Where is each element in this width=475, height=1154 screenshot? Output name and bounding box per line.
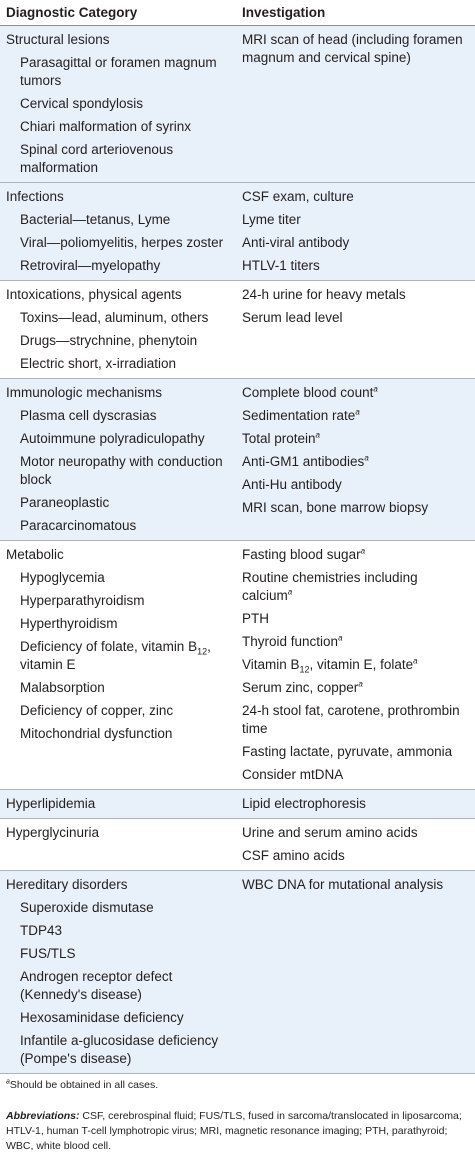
subcategory-item-text: Cervical spondylosis (20, 95, 144, 111)
subcategory-item (6, 1006, 229, 1029)
investigation-item (242, 873, 471, 896)
footnote (6, 1078, 469, 1093)
investigation-item-text: 24-h urine for heavy metals (242, 286, 406, 302)
investigation-item (242, 740, 471, 763)
investigation-item (242, 473, 471, 496)
subcategory-item-text: Plasma cell dyscrasias (20, 407, 157, 423)
subcategory-item (6, 896, 229, 919)
investigation-item (242, 254, 471, 277)
subcategory-item-text: Hyperparathyroidism (20, 592, 145, 608)
category-heading-text: Intoxications, physical agents (6, 286, 182, 302)
category-heading (6, 381, 229, 404)
investigation-cell (229, 26, 475, 182)
subcategory-item-text: Paracarcinomatous (20, 517, 137, 533)
subcategory-item (6, 722, 229, 745)
investigation-item (242, 792, 471, 815)
category-heading-text: Structural lesions (6, 31, 110, 47)
investigation-item-text: Anti-Hu antibody (242, 476, 342, 492)
investigation-item-text: CSF exam, culture (242, 188, 354, 204)
category-heading (6, 185, 229, 208)
investigation-item-text: MRI scan, bone marrow biopsy (242, 499, 429, 515)
footnote-marker: a (360, 546, 366, 555)
investigation-cell (229, 871, 475, 1073)
table-header-row (0, 0, 475, 26)
subcategory-item (6, 306, 229, 329)
investigation-item-text: PTH (242, 610, 269, 626)
investigation-item (242, 381, 471, 404)
subcategory-item (6, 699, 229, 722)
subcategory-item-text: Bacterial—tetanus, Lyme (20, 211, 171, 227)
subcategory-item (6, 404, 229, 427)
investigation-item-text: Routine chemistries including calcium (242, 569, 418, 603)
investigation-item-text: MRI scan of head (including foramen magnum and cervical spine) (242, 31, 463, 65)
investigation-item (242, 404, 471, 427)
investigation-item-text: Thyroid function (242, 633, 339, 649)
subcategory-item-text-continued: , vitamin E (20, 638, 211, 672)
footnote-marker: a (355, 407, 360, 416)
category-heading-text: Infections (6, 188, 64, 204)
subcategory-item-text: Superoxide dismutase (20, 899, 154, 915)
subcategory-item (6, 676, 229, 699)
category-heading-text: Hyperlipidemia (6, 795, 96, 811)
category-cell (0, 541, 229, 789)
subcategory-item-text: FUS/TLS (20, 945, 76, 961)
investigation-item-text: Fasting blood sugar (242, 546, 361, 562)
investigation-item (242, 607, 471, 630)
investigation-item (242, 543, 471, 566)
subcategory-item-text: Chiari malformation of syrinx (20, 118, 192, 134)
table-body (0, 26, 475, 1074)
investigation-item-text: Lipid electrophoresis (242, 795, 366, 811)
subscript: 12 (299, 664, 310, 675)
footnote-text: Should be obtained in all cases. (9, 1079, 159, 1091)
subscript: 12 (197, 646, 208, 657)
abbreviations-label: Abbreviations: (6, 1110, 80, 1122)
subcategory-item-text: Androgen receptor defect (Kennedy's disease) (20, 968, 173, 1002)
table-row-group (0, 183, 475, 281)
investigation-cell (229, 281, 475, 378)
subcategory-item (6, 51, 229, 92)
investigation-cell (229, 379, 475, 540)
category-heading (6, 821, 229, 844)
subcategory-item (6, 231, 229, 254)
investigation-item-text: Lyme titer (242, 211, 301, 227)
investigation-item (242, 566, 471, 607)
footnote-marker: a (315, 430, 320, 439)
category-heading-text: Immunologic mechanisms (6, 384, 163, 400)
footnote-marker: a (358, 679, 363, 688)
subcategory-item (6, 208, 229, 231)
subcategory-item-text: Deficiency of folate, vitamin B (20, 638, 198, 654)
footnote-marker: a (373, 384, 378, 393)
subcategory-item (6, 138, 229, 179)
category-cell (0, 819, 229, 870)
category-cell (0, 790, 229, 818)
subcategory-item (6, 92, 229, 115)
investigation-item (242, 844, 471, 867)
investigation-item (242, 283, 471, 306)
investigation-item (242, 208, 471, 231)
subcategory-item (6, 1029, 229, 1070)
investigation-item-text: HTLV-1 titers (242, 257, 320, 273)
investigation-item-text: Serum lead level (242, 309, 343, 325)
investigation-item (242, 28, 471, 69)
table-row-group (0, 541, 475, 790)
subcategory-item-text: Hexosaminidase deficiency (20, 1009, 184, 1025)
investigation-item-text: Anti-viral antibody (242, 234, 350, 250)
header-diagnostic-category: Diagnostic Category (6, 5, 138, 20)
abbreviations-text: CSF, cerebrospinal fluid; FUS/TLS, fused in sarcoma/translocated in liposarcoma; HTLV-1, human T-cell lymphotropic virus; MRI, magnetic resonance imaging; PTH, parathyroid; WBC, white blood cell. (6, 1110, 462, 1152)
subcategory-item (6, 589, 229, 612)
category-heading (6, 28, 229, 51)
subcategory-item-text: Deficiency of copper, zinc (20, 702, 174, 718)
subcategory-item-text: Autoimmune polyradiculopathy (20, 430, 205, 446)
investigation-item (242, 427, 471, 450)
table-notes (0, 1074, 475, 1154)
subcategory-item (6, 919, 229, 942)
subcategory-item (6, 427, 229, 450)
investigation-item (242, 630, 471, 653)
table-row-group (0, 790, 475, 819)
subcategory-item (6, 115, 229, 138)
footnote-marker: a (364, 453, 369, 462)
category-heading (6, 792, 229, 815)
subcategory-item-text: Motor neuropathy with conduction block (20, 453, 223, 487)
category-cell (0, 871, 229, 1073)
subcategory-item (6, 566, 229, 589)
investigation-item-text: Complete blood count (242, 384, 374, 400)
table-row-group (0, 26, 475, 183)
subcategory-item-text: Viral—poliomyelitis, herpes zoster (20, 234, 224, 250)
category-cell (0, 379, 229, 540)
footnote-marker: a (6, 1078, 10, 1086)
subcategory-item-text: Drugs—strychnine, phenytoin (20, 332, 198, 348)
category-heading (6, 873, 229, 896)
investigation-item (242, 185, 471, 208)
investigation-cell (229, 790, 475, 818)
investigation-item (242, 821, 471, 844)
subcategory-item-text: Paraneoplastic (20, 494, 110, 510)
category-heading (6, 283, 229, 306)
investigation-item (242, 676, 471, 699)
investigation-item-text: Vitamin B (242, 656, 300, 672)
investigation-item (242, 699, 471, 740)
investigation-item-text: 24-h stool fat, carotene, prothrombin time (242, 702, 460, 736)
category-heading (6, 543, 229, 566)
subcategory-item (6, 352, 229, 375)
subcategory-item-text: Infantile a-glucosidase deficiency (Pompe's disease) (20, 1032, 219, 1066)
investigation-item (242, 450, 471, 473)
subcategory-item (6, 612, 229, 635)
investigation-item-text-continued: , vitamin E, folate (309, 656, 414, 672)
subcategory-item (6, 254, 229, 277)
investigation-cell (229, 183, 475, 280)
investigation-cell (229, 541, 475, 789)
subcategory-item-text: Toxins—lead, aluminum, others (20, 309, 209, 325)
investigation-item (242, 653, 471, 676)
subcategory-item-text: TDP43 (20, 922, 63, 938)
category-cell (0, 281, 229, 378)
investigation-item-text: Urine and serum amino acids (242, 824, 418, 840)
table-row-group (0, 819, 475, 871)
investigation-item (242, 231, 471, 254)
subcategory-item (6, 514, 229, 537)
subcategory-item (6, 329, 229, 352)
investigation-item-text: Anti-GM1 antibodies (242, 453, 365, 469)
subcategory-item (6, 450, 229, 491)
investigation-item (242, 306, 471, 329)
subcategory-item-text: Hyperthyroidism (20, 615, 118, 631)
subcategory-item-text: Electric short, x-irradiation (20, 355, 177, 371)
category-heading-text: Hyperglycinuria (6, 824, 100, 840)
subcategory-item (6, 942, 229, 965)
investigation-item (242, 496, 471, 519)
table-row-group (0, 281, 475, 379)
subcategory-item-text: Hypoglycemia (20, 569, 105, 585)
header-investigation: Investigation (242, 5, 326, 20)
abbreviations-note (6, 1109, 469, 1154)
subcategory-item-text: Malabsorption (20, 679, 105, 695)
investigation-item-text: CSF amino acids (242, 847, 345, 863)
category-heading-text: Metabolic (6, 546, 64, 562)
investigation-item-text: Consider mtDNA (242, 766, 344, 782)
subcategory-item-text: Parasagittal or foramen magnum tumors (20, 54, 217, 88)
footnote-marker: a (338, 633, 343, 642)
category-cell (0, 183, 229, 280)
footnote-marker: a (287, 587, 293, 596)
investigation-item-text: WBC DNA for mutational analysis (242, 876, 444, 892)
subcategory-item (6, 965, 229, 1006)
table-row-group (0, 871, 475, 1074)
investigation-item-text: Sedimentation rate (242, 407, 356, 423)
investigation-item-text: Total protein (242, 430, 316, 446)
category-heading-text: Hereditary disorders (6, 876, 128, 892)
category-cell (0, 26, 229, 182)
investigation-item-text: Serum zinc, copper (242, 679, 359, 695)
subcategory-item-text: Spinal cord arteriovenous malformation (20, 141, 174, 175)
investigation-cell (229, 819, 475, 870)
footnote-marker: a (413, 656, 418, 665)
investigation-item (242, 763, 471, 786)
investigation-item-text: Fasting lactate, pyruvate, ammonia (242, 743, 453, 759)
subcategory-item (6, 635, 229, 676)
table-row-group (0, 379, 475, 541)
subcategory-item (6, 491, 229, 514)
subcategory-item-text: Mitochondrial dysfunction (20, 725, 173, 741)
subcategory-item-text: Retroviral—myelopathy (20, 257, 161, 273)
